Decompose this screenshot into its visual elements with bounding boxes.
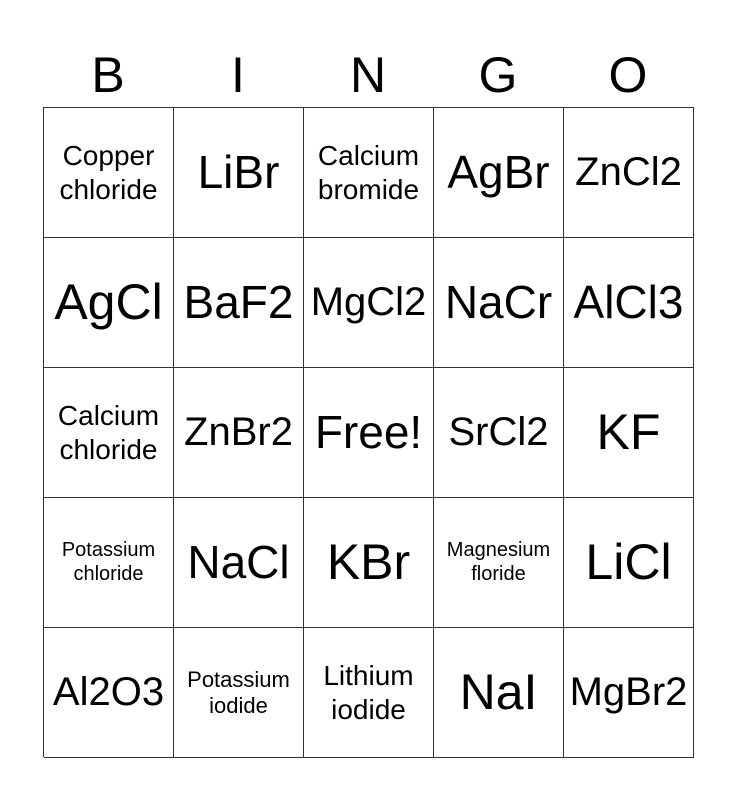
cell-label: BaF2 [183, 276, 294, 329]
cell-label: Calcium chloride [57, 400, 160, 465]
bingo-cell-r5c1[interactable] [44, 628, 174, 758]
header-letter-o: O [608, 47, 648, 103]
cell-label: AlCl3 [573, 276, 684, 329]
bingo-cell-r1c1[interactable] [44, 108, 174, 238]
cell-label: Copper chloride [59, 140, 158, 205]
bingo-cell-r1c3[interactable] [304, 108, 434, 238]
cell-label: Al2O3 [52, 669, 165, 714]
cell-label: NaCl [187, 536, 290, 589]
cell-label: Lithium iodide [323, 660, 414, 725]
bingo-cell-r1c4[interactable] [434, 108, 564, 238]
bingo-cell-r2c4[interactable] [434, 238, 564, 368]
bingo-cell-r3c4[interactable] [434, 368, 564, 498]
cell-label: KF [596, 404, 661, 460]
bingo-cell-r3c1[interactable] [44, 368, 174, 498]
bingo-cell-r5c4[interactable] [434, 628, 564, 758]
cell-label: ZnBr2 [184, 409, 293, 454]
bingo-cell-r4c4[interactable] [434, 498, 564, 628]
header-letter-i: I [231, 47, 245, 103]
cell-label: LiCl [585, 534, 672, 590]
cell-label: NaI [459, 664, 538, 720]
bingo-header [43, 44, 693, 106]
bingo-cell-r5c2[interactable] [174, 628, 304, 758]
cell-label: Calcium bromide [317, 140, 420, 205]
cell-label: Magnesium floride [446, 538, 551, 585]
bingo-cell-r2c1[interactable] [44, 238, 174, 368]
header-letter-b: B [91, 47, 125, 103]
cell-label: NaCr [444, 276, 553, 329]
cell-label: ZnCl2 [575, 149, 682, 194]
cell-label: SrCl2 [448, 409, 549, 454]
bingo-board [43, 107, 694, 757]
cell-label: Potassium chloride [61, 538, 156, 585]
free-space-label: Free! [314, 406, 423, 459]
bingo-cell-r3c5[interactable] [564, 368, 694, 498]
bingo-cell-r3c2[interactable] [174, 368, 304, 498]
cell-label: AgBr [447, 146, 550, 199]
header-letter-g: G [478, 47, 518, 103]
cell-label: MgCl2 [310, 279, 427, 324]
bingo-cell-r4c5[interactable] [564, 498, 694, 628]
bingo-cell-r5c5[interactable] [564, 628, 694, 758]
bingo-cell-r2c2[interactable] [174, 238, 304, 368]
cell-label: LiBr [197, 146, 280, 199]
cell-label: MgBr2 [569, 669, 688, 714]
bingo-cell-r3c3[interactable] [304, 368, 434, 498]
bingo-cell-r1c2[interactable] [174, 108, 304, 238]
bingo-cell-r2c5[interactable] [564, 238, 694, 368]
bingo-cell-r4c1[interactable] [44, 498, 174, 628]
bingo-cell-r1c5[interactable] [564, 108, 694, 238]
header-letter-n: N [349, 47, 387, 103]
cell-label: AgCl [54, 274, 163, 330]
bingo-cell-r2c3[interactable] [304, 238, 434, 368]
cell-label: Potassium iodide [187, 666, 290, 718]
cell-label: KBr [326, 534, 411, 590]
bingo-cell-r4c3[interactable] [304, 498, 434, 628]
bingo-cell-r5c3[interactable] [304, 628, 434, 758]
bingo-cell-r4c2[interactable] [174, 498, 304, 628]
